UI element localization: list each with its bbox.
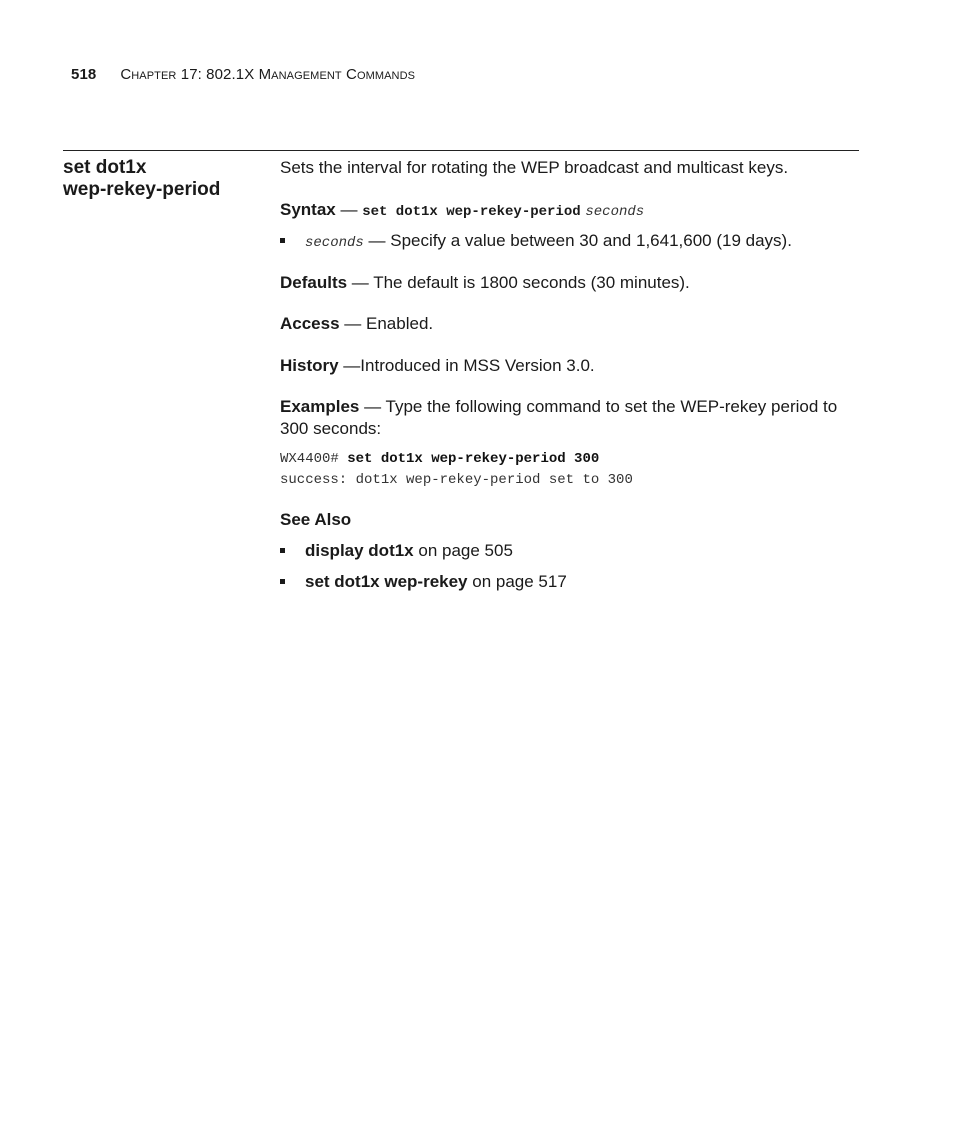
see-also-text xyxy=(305,571,567,593)
see-also-text xyxy=(305,540,513,562)
see-also-heading: See Also xyxy=(280,510,352,529)
chapter-title: Chapter 17: 802.1X Management Commands xyxy=(120,66,416,83)
access-line xyxy=(280,313,433,335)
access-text: — Enabled. xyxy=(339,314,434,333)
defaults-label: Defaults xyxy=(280,273,348,292)
example-output: success: dot1x wep-rekey-period set to 300 xyxy=(280,472,633,488)
history-label: History xyxy=(280,356,339,375)
example-code-block xyxy=(280,449,633,491)
see-also-suffix: on page 517 xyxy=(467,572,567,591)
command-title xyxy=(63,157,268,201)
bullet-icon xyxy=(280,579,285,584)
access-label: Access xyxy=(280,314,340,333)
param-name: seconds xyxy=(305,235,364,251)
bullet-icon xyxy=(280,548,285,553)
defaults-line xyxy=(280,272,690,294)
running-header xyxy=(71,66,415,83)
command-description: Sets the interval for rotating the WEP broadcast and multicast keys. xyxy=(280,158,789,177)
examples-paragraph xyxy=(280,396,855,440)
bullet-icon xyxy=(280,238,285,243)
syntax-dash: — xyxy=(335,200,363,219)
section-divider xyxy=(63,150,859,151)
examples-text: — Type the following command to set the WEP-rekey period to 300 seconds: xyxy=(280,397,838,438)
see-also-suffix: on page 505 xyxy=(413,541,513,560)
example-command-line xyxy=(280,449,633,470)
history-line xyxy=(280,355,595,377)
command-title-line1: set dot1x xyxy=(63,157,147,178)
command-title-line2: wep-rekey-period xyxy=(63,179,221,200)
example-command: set dot1x wep-rekey-period 300 xyxy=(347,451,600,467)
defaults-text: — The default is 1800 seconds (30 minutes). xyxy=(347,273,690,292)
param-text xyxy=(305,230,792,254)
see-also-link[interactable]: set dot1x wep-rekey xyxy=(305,572,468,591)
page-number: 518 xyxy=(71,66,97,83)
syntax-label: Syntax xyxy=(280,200,336,219)
syntax-param: seconds xyxy=(585,204,645,220)
examples-label: Examples xyxy=(280,397,360,416)
example-prompt: WX4400# xyxy=(280,451,348,467)
param-description: — Specify a value between 30 and 1,641,600 (19 days). xyxy=(363,231,792,250)
syntax-line xyxy=(280,199,644,223)
syntax-command: set dot1x wep-rekey-period xyxy=(362,204,581,220)
history-text: —Introduced in MSS Version 3.0. xyxy=(338,356,595,375)
see-also-link[interactable]: display dot1x xyxy=(305,541,414,560)
